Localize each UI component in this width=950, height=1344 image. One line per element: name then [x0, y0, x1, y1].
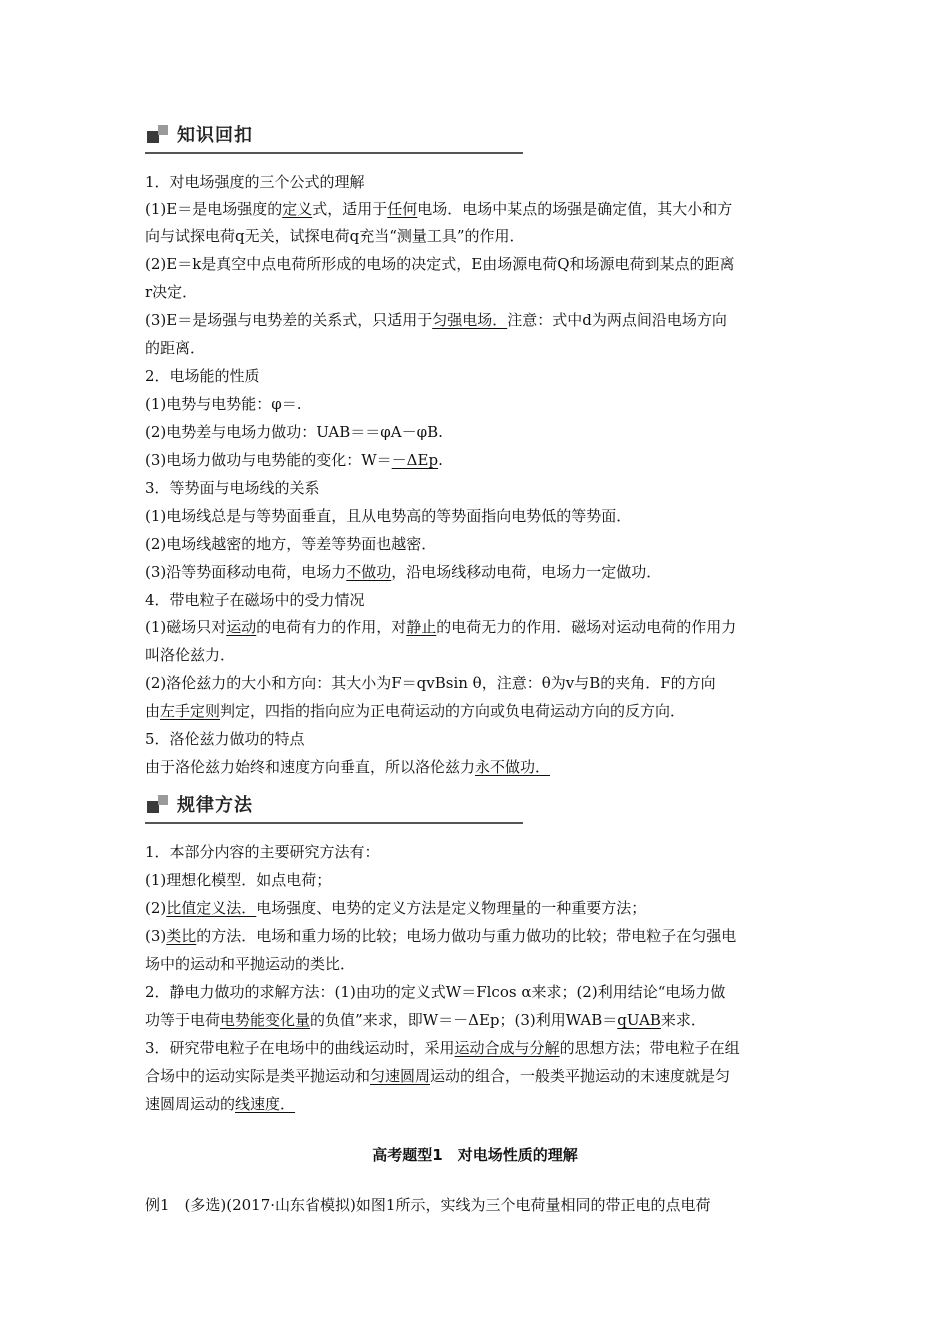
example-text: 例1 (多选)(2017·山东省模拟)如图1所示，实线为三个电荷量相同的带正电的点电荷: [145, 1196, 711, 1214]
question-type-heading: 高考题型1 对电场性质的理解: [372, 1146, 578, 1164]
section-header-methods: [145, 788, 523, 824]
text-line: (3)E＝是场强与电势差的关系式，只适用于匀强电场．注意：式中d为两点间沿电场方向: [145, 311, 727, 329]
text-line: (1)E＝是电场强度的定义式，适用于任何电场．电场中某点的场强是确定值，其大小和方: [145, 200, 733, 218]
text-line: (2)洛伦兹力的大小和方向：其大小为F＝qvBsin θ，注意：θ为v与B的夹角．F的方向: [145, 674, 716, 692]
text-line: 速圆周运动的线速度．: [145, 1095, 296, 1113]
text-line: 2．静电力做功的求解方法：(1)由功的定义式W＝Flcos α来求；(2)利用结论“电场力做: [145, 983, 726, 1001]
section-marker-icon: [147, 125, 169, 143]
text-line: 2．电场能的性质: [145, 367, 260, 385]
text-line: (1)理想化模型．如点电荷；: [145, 871, 332, 889]
text-line: (2)电势差与电场力做功：UAB＝＝φA－φB.: [145, 423, 443, 441]
text-line: 合场中的运动实际是类平抛运动和匀速圆周运动的组合，一般类平抛运动的末速度就是匀: [145, 1067, 731, 1085]
text-line: 3．等势面与电场线的关系: [145, 479, 320, 497]
text-line: (1)电势与电势能：φ＝.: [145, 395, 302, 413]
section-title: 规律方法: [177, 795, 253, 816]
section-header-knowledge: [145, 118, 523, 154]
text-line: 1．对电场强度的三个公式的理解: [145, 173, 365, 191]
text-line: 由左手定则判定，四指的指向应为正电荷运动的方向或负电荷运动方向的反方向．: [145, 702, 686, 720]
text-line: (1)磁场只对运动的电荷有力的作用，对静止的电荷无力的作用．磁场对运动电荷的作用力: [145, 618, 737, 636]
text-line: (3)电场力做功与电势能的变化：W＝－ΔEp.: [145, 451, 443, 469]
text-line: (2)电场线越密的地方，等差等势面也越密．: [145, 535, 437, 553]
text-line: 1．本部分内容的主要研究方法有：: [145, 843, 380, 861]
text-line: (2)比值定义法．电场强度、电势的定义方法是定义物理量的一种重要方法；: [145, 899, 647, 917]
text-line: (2)E＝k是真空中点电荷所形成的电场的决定式，E由场源电荷Q和场源电荷到某点的距离: [145, 255, 735, 273]
text-line: 4．带电粒子在磁场中的受力情况: [145, 591, 365, 609]
text-line: 功等于电荷电势能变化量的负值”来求，即W＝－ΔEp；(3)利用WAB＝qUAB来求．: [145, 1011, 706, 1029]
text-line: 叫洛伦兹力．: [145, 646, 236, 664]
text-line: 5．洛伦兹力做功的特点: [145, 730, 305, 748]
text-line: (3)类比的方法．电场和重力场的比较；电场力做功与重力做功的比较；带电粒子在匀强电: [145, 927, 737, 945]
text-line: 场中的运动和平抛运动的类比．: [145, 955, 356, 973]
text-line: (3)沿等势面移动电荷，电场力不做功，沿电场线移动电荷，电场力一定做功．: [145, 563, 662, 581]
text-line: 的距离．: [145, 339, 206, 357]
text-line: (1)电场线总是与等势面垂直，且从电势高的等势面指向电势低的等势面．: [145, 507, 632, 525]
text-line: 向与试探电荷q无关，试探电荷q充当“测量工具”的作用．: [145, 227, 525, 245]
text-line: 由于洛伦兹力始终和速度方向垂直，所以洛伦兹力永不做功．: [145, 758, 551, 776]
section-marker-icon: [147, 795, 169, 813]
section-title: 知识回扣: [177, 125, 253, 146]
text-line: 3．研究带电粒子在电场中的曲线运动时，采用运动合成与分解的思想方法；带电粒子在组: [145, 1039, 740, 1057]
text-line: r决定．: [145, 283, 198, 301]
